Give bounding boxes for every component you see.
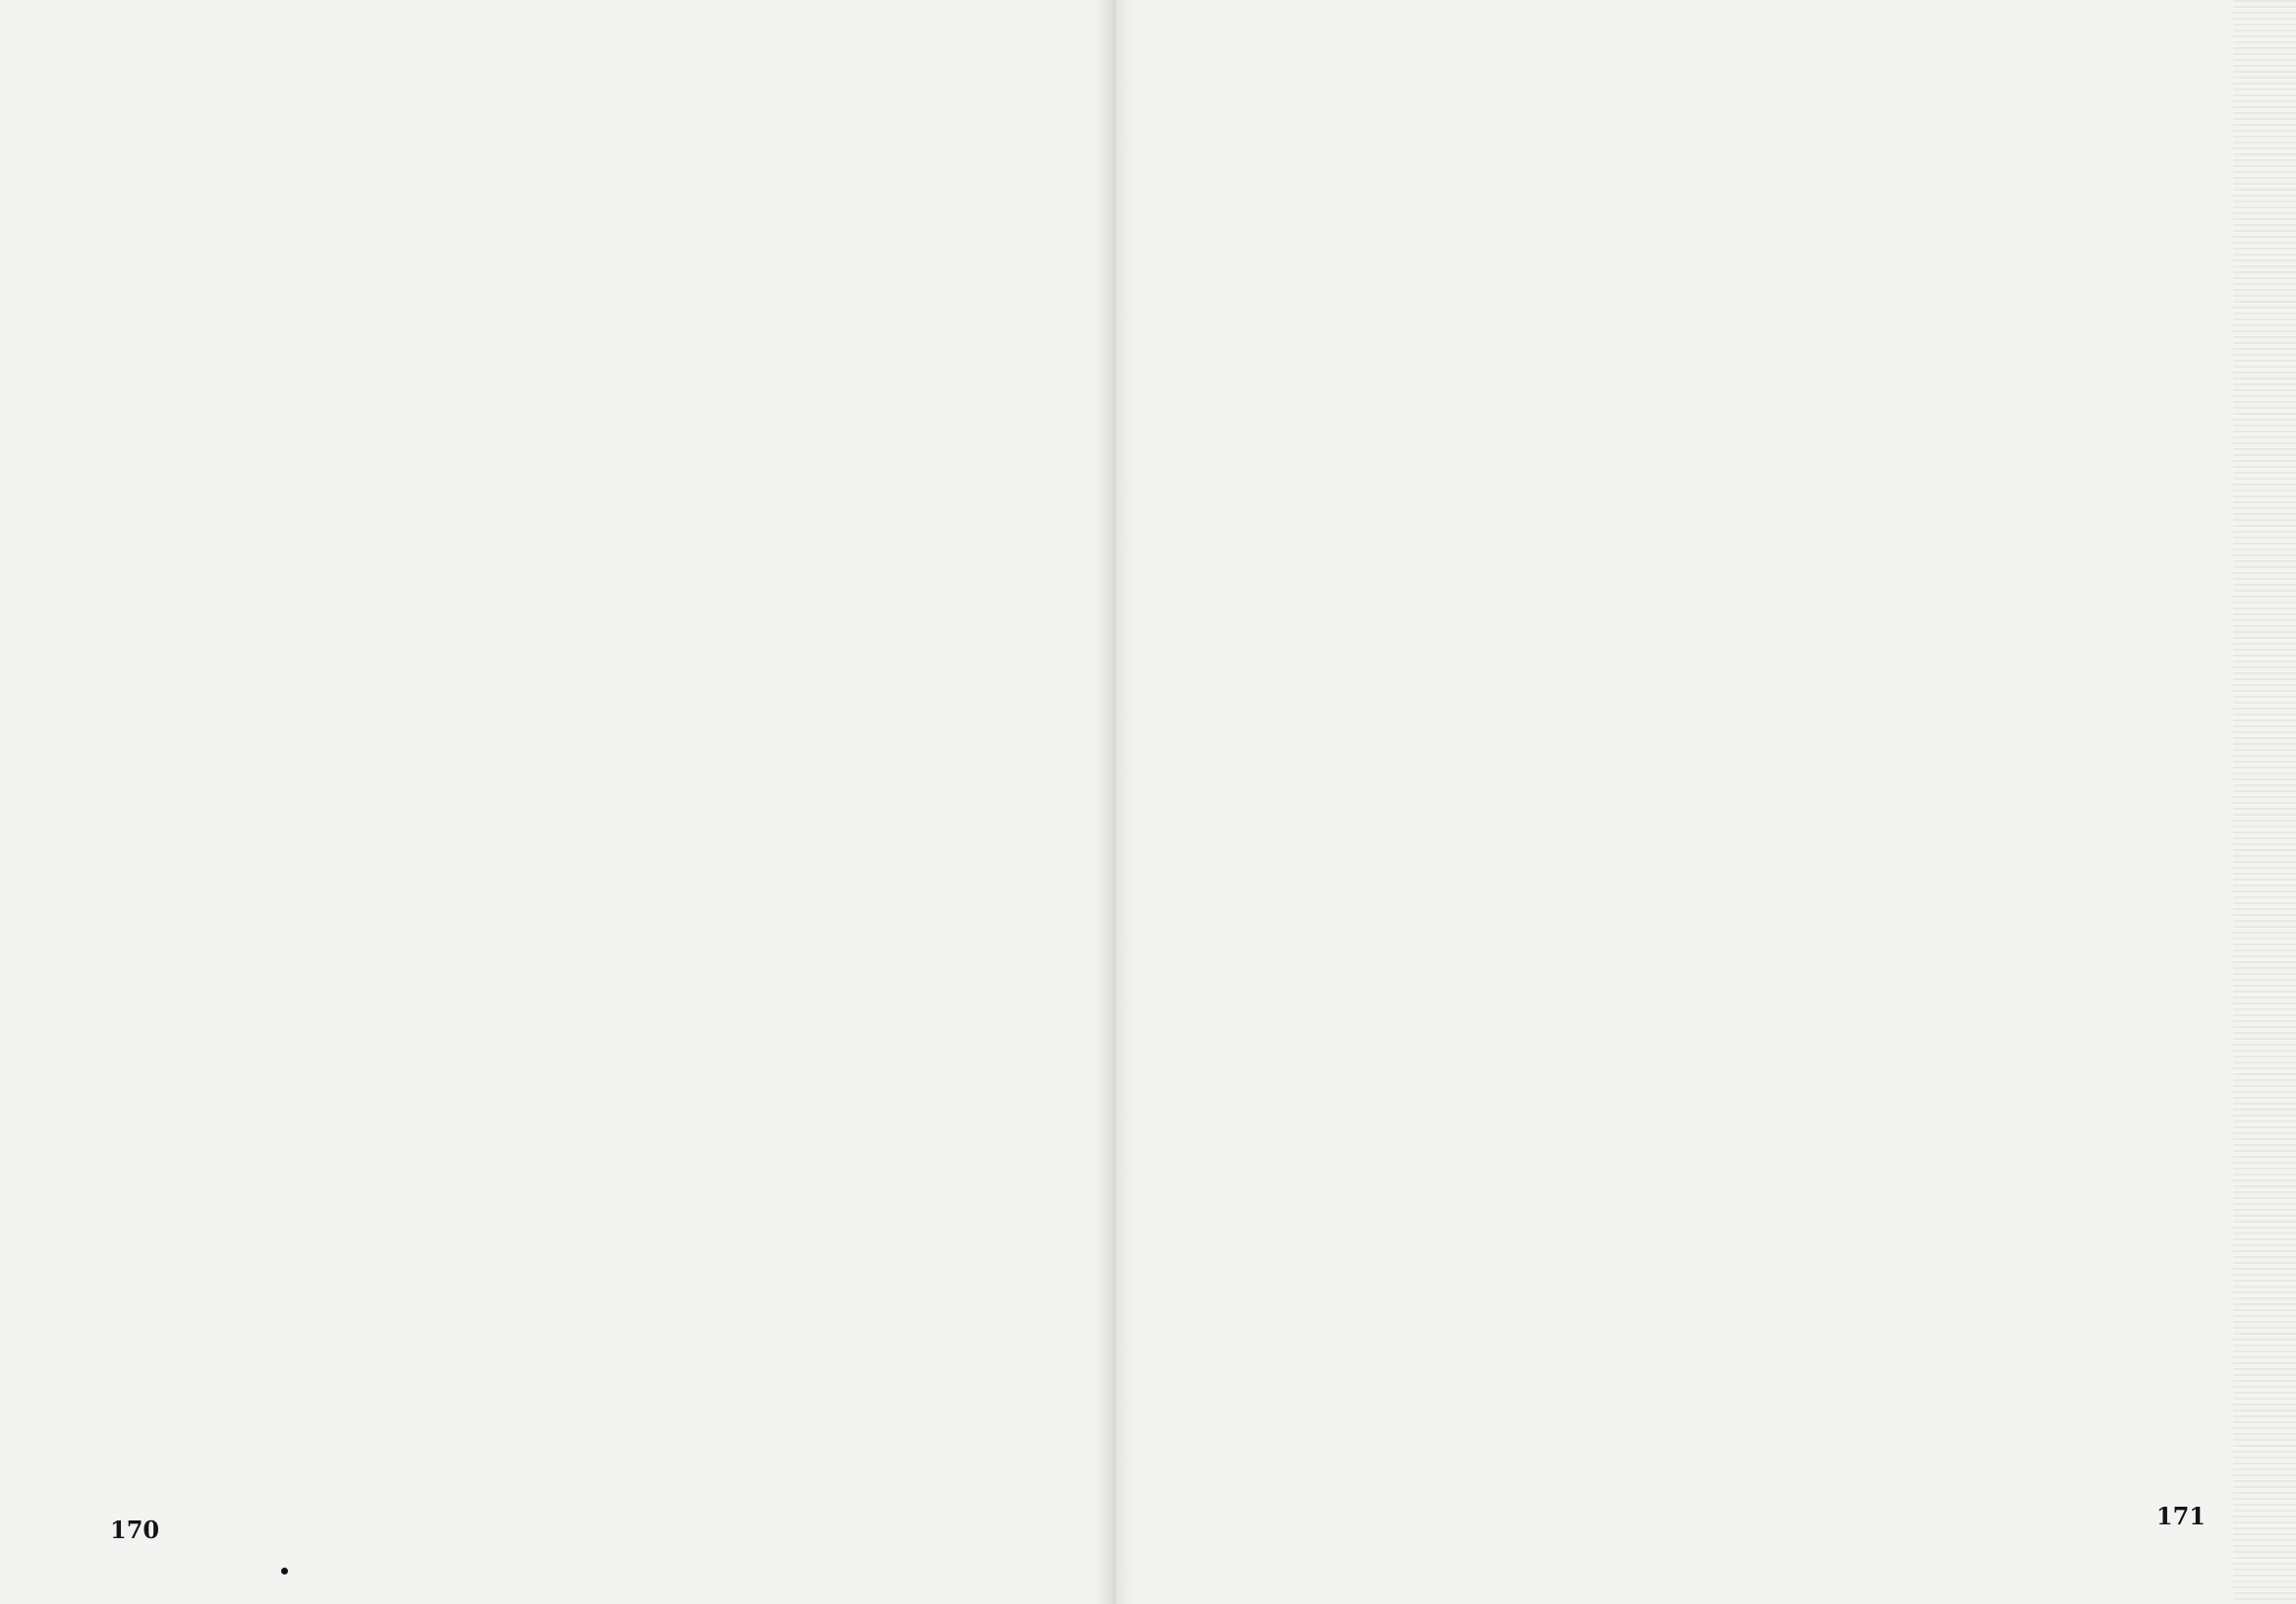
ink-dot bbox=[281, 1568, 288, 1575]
page-number-left: 170 bbox=[110, 1516, 160, 1544]
page-number-right: 171 bbox=[2155, 1502, 2206, 1530]
right-page bbox=[1120, 0, 2296, 1604]
left-page bbox=[0, 0, 1120, 1604]
